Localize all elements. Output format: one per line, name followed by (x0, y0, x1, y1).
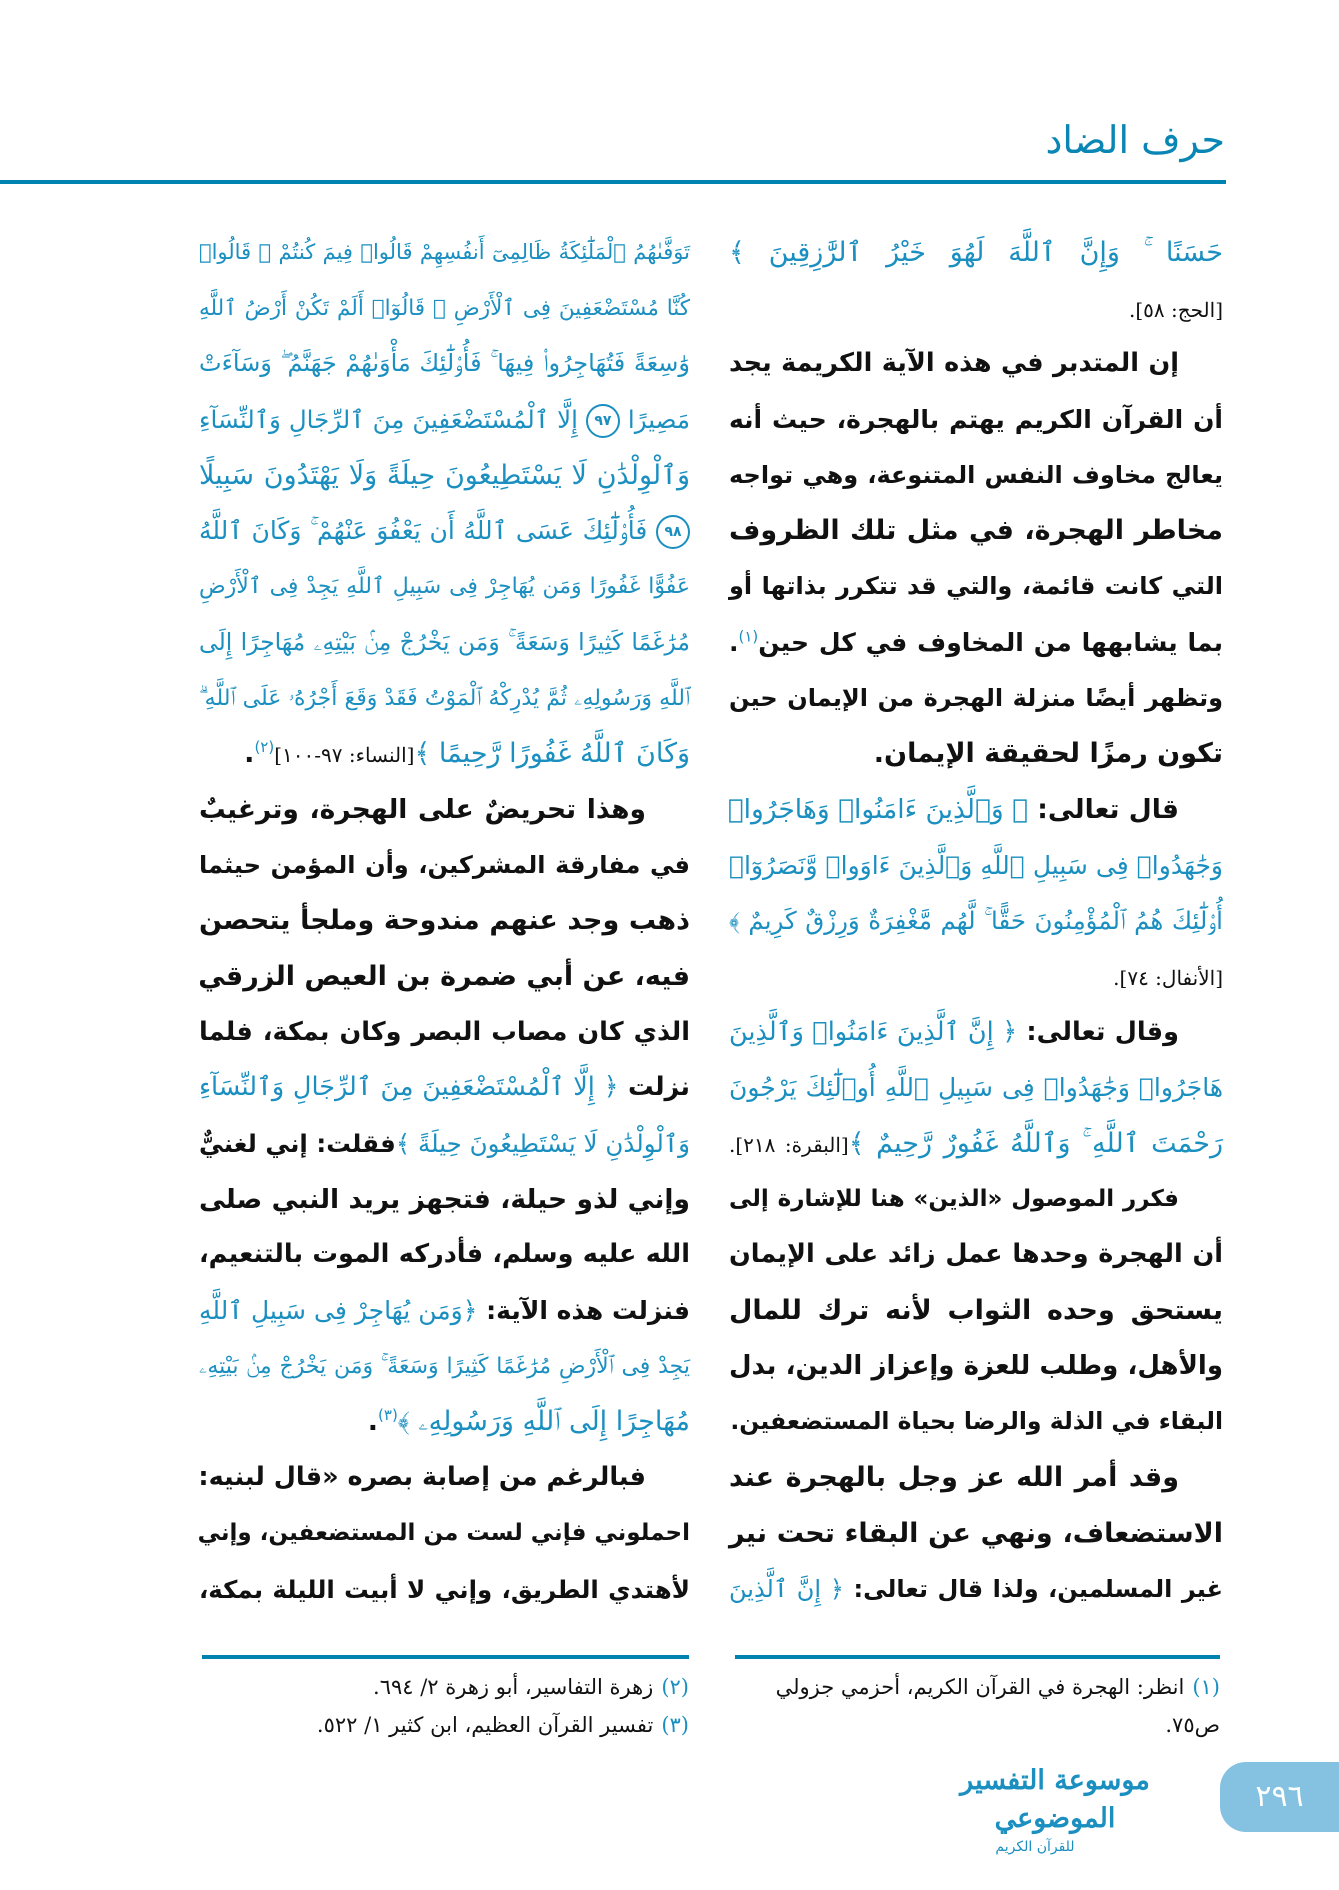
footnote-number: (٣) (661, 1713, 689, 1737)
footnote-text: انظر: الهجرة في القرآن الكريم، أحزمي جزولي ص٧٥. (775, 1675, 1220, 1737)
text-line (199, 1172, 690, 1228)
quran-verse: حَسَنًا ۚ وَإِنَّ ٱللَّهَ لَهُوَ خَيْرُ ٱلرَّٰزِقِينَ ﴾ (729, 237, 1223, 268)
text-line (729, 949, 1223, 1005)
text-line (729, 782, 1223, 838)
body-text: فيه، عن أبي ضمرة بن العيص الزرقي (198, 960, 690, 992)
logo-title: موسوعة التفسير الموضوعي (960, 1765, 1150, 1834)
text-line (199, 1506, 690, 1562)
quran-verse: وَٱلْوِلْدَٰنِ لَا يَسْتَطِيعُونَ حِيلَةً ﴾ (395, 1129, 690, 1158)
text-line (199, 1060, 690, 1116)
quran-verse: ﴿وَمَن يُهَاجِرْ فِى سَبِيلِ ٱللَّهِ (199, 1296, 478, 1326)
verse-number: ٩٨ (656, 515, 690, 549)
text-line (729, 392, 1223, 448)
body-text: قال تعالى: (1028, 793, 1179, 825)
text-line (199, 949, 690, 1005)
footnote-ref[interactable]: (١) (738, 627, 759, 646)
left-column (199, 225, 690, 1617)
quran-verse: عَفُوًّا غَفُورًا وَمَن يُهَاجِرْ فِى سَبِيلِ ٱللَّهِ يَجِدْ فِى ٱلْأَرْضِ (199, 574, 690, 600)
quran-verse: ﴿ إِلَّا ٱلْمُسْتَضْعَفِينَ مِنَ ٱلرِّجَالِ وَٱلنِّسَآءِ (199, 1072, 619, 1103)
quran-verse: تَوَفَّىٰهُمُ ٱلْمَلَٰٓئِكَةُ ظَالِمِىٓ أَنفُسِهِمْ قَالُوا۟ فِيمَ كُنتُمْ ۖ قَالُوا۟ (199, 240, 690, 264)
footnote-ref[interactable]: (٣) (378, 1406, 398, 1425)
body-text: يعالج مخاوف النفس المتنوعة، وهي تواجه (729, 460, 1223, 489)
body-text: أن القرآن الكريم يهتم بالهجرة، حيث أنه (729, 405, 1223, 435)
body-text: الله عليه وسلم، فأدركه الموت بالتنعيم، (199, 1239, 690, 1270)
chapter-title: حرف الضاد (1045, 118, 1225, 162)
body-text: لأهتدي الطريق، وإني لا أبيت الليلة بمكة، (199, 1574, 690, 1604)
body-text: نزلت (618, 1072, 690, 1103)
page-number: ٢٩٦ (1220, 1762, 1339, 1832)
body-text: مخاطر الهجرة، في مثل تلك الظروف (729, 515, 1223, 547)
quran-verse: ﴿ إِنَّ ٱلَّذِينَ ءَامَنُوا۟ وَٱلَّذِينَ (729, 1016, 1018, 1047)
body-text: . (244, 738, 255, 770)
body-text: . (367, 1406, 379, 1438)
footnote-divider-right (735, 1655, 1220, 1659)
body-text: فقلت: إني لغنيٌّ (199, 1129, 396, 1158)
quran-verse: كُنَّا مُسْتَضْعَفِينَ فِى ٱلْأَرْضِ ۚ قَالُوٓا۟ أَلَمْ تَكُنْ أَرْضُ ٱللَّهِ (199, 295, 690, 321)
quran-verse: وَكَانَ ٱللَّهُ غَفُورًا رَّحِيمًا ﴾ (414, 738, 690, 770)
text-line (729, 281, 1223, 337)
text-line (199, 448, 690, 504)
text-line (199, 336, 690, 392)
text-line (729, 559, 1223, 615)
body-text: وتظهر أيضًا منزلة الهجرة من الإيمان حين (729, 683, 1223, 712)
text-line (199, 615, 690, 671)
quran-verse: فَأُو۟لَٰٓئِكَ عَسَى ٱللَّهُ أَن يَعْفُوَ عَنْهُمْ ۚ وَكَانَ ٱللَّهُ (199, 516, 656, 546)
text-line (199, 503, 690, 559)
footnote-ref[interactable]: (٢) (254, 738, 275, 757)
footnote-divider-left (202, 1655, 689, 1659)
text-line (729, 838, 1223, 894)
quran-verse: ﴿ وَٱلَّذِينَ ءَامَنُوا۟ وَهَاجَرُوا۟ (727, 793, 1029, 825)
text-line (729, 1506, 1223, 1562)
quran-verse: مُرَٰغَمًا كَثِيرًا وَسَعَةً ۚ وَمَن يَخْرُجْ مِنۢ بَيْتِهِۦ مُهَاجِرًا إِلَى (199, 627, 690, 656)
text-line (729, 336, 1223, 392)
text-line (729, 1060, 1223, 1116)
footnote (730, 1668, 1220, 1744)
verse-citation: [الحج: ٥٨]. (1128, 297, 1223, 322)
text-line (199, 559, 690, 615)
quran-verse: وَجَٰهَدُوا۟ فِى سَبِيلِ ٱللَّهِ وَٱلَّذِينَ ءَاوَوا۟ وَّنَصَرُوٓا۟ (729, 850, 1223, 880)
body-text: فبالرغم من إصابة بصره «قال لبنيه: (198, 1462, 646, 1493)
footnote-number: (١) (1192, 1675, 1220, 1699)
text-line (199, 1116, 690, 1172)
body-text: فنزلت هذه الآية: (477, 1296, 690, 1326)
text-line (199, 893, 690, 949)
body-text: إن المتدبر في هذه الآية الكريمة يجد (729, 348, 1179, 379)
quran-verse: وَٱلْوِلْدَٰنِ لَا يَسْتَطِيعُونَ حِيلَةً وَلَا يَهْتَدُونَ سَبِيلًا (199, 459, 690, 491)
footnote (199, 1668, 689, 1706)
text-line (729, 1283, 1223, 1339)
text-line (729, 1227, 1223, 1283)
verse-citation: [النساء: ٩٧-١٠٠] (274, 743, 415, 768)
quran-verse: ٱللَّهِ وَرَسُولِهِۦ ثُمَّ يُدْرِكْهُ ٱلْمَوْتُ فَقَدْ وَقَعَ أَجْرُهُۥ عَلَى ٱللَّهِ ۗ (199, 685, 690, 711)
right-column (729, 225, 1223, 1617)
text-line (199, 838, 690, 894)
body-text: بما يشابهها من المخاوف في كل حين (758, 627, 1223, 657)
text-line (729, 1172, 1223, 1228)
footnote-number: (٢) (661, 1675, 689, 1699)
header-rule (0, 180, 1226, 184)
body-text: الاستضعاف، ونهي عن البقاء تحت نير (729, 1517, 1223, 1549)
text-line (199, 782, 690, 838)
text-line (199, 1283, 690, 1339)
text-line (199, 726, 690, 782)
footnote-text: تفسير القرآن العظيم، ابن كثير ١/ ٥٢٢. (316, 1713, 654, 1737)
text-line (199, 671, 690, 727)
quran-verse: مَصِيرًا (619, 405, 690, 435)
body-text: فكرر الموصول «الذين» هنا للإشارة إلى (729, 1185, 1179, 1212)
body-text: أن الهجرة وحدها عمل زائد على الإيمان (729, 1239, 1223, 1270)
text-line (729, 1339, 1223, 1395)
text-line (729, 225, 1223, 281)
body-text: التي كانت قائمة، والتي قد تتكرر بذاتها أو (729, 572, 1223, 601)
quran-verse: إِلَّا ٱلْمُسْتَضْعَفِينَ مِنَ ٱلرِّجَالِ وَٱلنِّسَآءِ (199, 405, 586, 435)
verse-number: ٩٧ (586, 404, 620, 438)
text-line (729, 615, 1223, 671)
text-line (729, 893, 1223, 949)
quran-verse: وَٰسِعَةً فَتُهَاجِرُوا۟ فِيهَا ۚ فَأُو۟لَٰٓئِكَ مَأْوَىٰهُمْ جَهَنَّمُ ۖ وَسَآءَتْ (199, 349, 690, 378)
text-line (199, 1227, 690, 1283)
quran-verse: رَحْمَتَ ٱللَّهِ ۚ وَٱللَّهُ غَفُورٌ رَّحِيمٌ ﴾ (848, 1128, 1224, 1159)
verse-citation: [البقرة: ٢١٨]. (729, 1133, 849, 1157)
body-text: وهذا تحريضٌ على الهجرة، وترغيبٌ (199, 793, 646, 825)
body-text: في مفارقة المشركين، وأن المؤمن حيثما (199, 850, 690, 879)
text-line (199, 1562, 690, 1618)
quran-verse: أُو۟لَٰٓئِكَ هُمُ ٱلْمُؤْمِنُونَ حَقًّا ۚ لَّهُم مَّغْفِرَةٌ وَرِزْقٌ كَرِيمٌ ﴾ (729, 906, 1223, 936)
text-line (729, 1005, 1223, 1061)
text-line (199, 1339, 690, 1395)
text-line (729, 671, 1223, 727)
body-text: الذي كان مصاب البصر وكان بمكة، فلما (199, 1016, 690, 1047)
body-text: وإني لذو حيلة، فتجهز يريد النبي صلى (199, 1183, 690, 1215)
text-line (199, 1005, 690, 1061)
body-text: والأهل، وطلب للعزة وإعزاز الدين، بدل (729, 1350, 1223, 1381)
quran-verse: ﴿ إِنَّ ٱلَّذِينَ (729, 1574, 844, 1603)
body-text: . (729, 627, 739, 657)
text-line (199, 1450, 690, 1506)
text-line (199, 1394, 690, 1450)
body-text: وقد أمر الله عز وجل بالهجرة عند (729, 1462, 1179, 1494)
text-line (729, 1116, 1223, 1172)
footnotes-left (199, 1668, 689, 1744)
quran-verse: هَاجَرُوا۟ وَجَٰهَدُوا۟ فِى سَبِيلِ ٱللَّهِ أُو۟لَٰٓئِكَ يَرْجُونَ (729, 1073, 1223, 1103)
text-line (729, 726, 1223, 782)
quran-verse: يَجِدْ فِى ٱلْأَرْضِ مُرَٰغَمًا كَثِيرًا وَسَعَةً ۚ وَمَن يَخْرُجْ مِنۢ بَيْتِهِۦ (199, 1353, 690, 1379)
text-line (729, 448, 1223, 504)
text-line (729, 503, 1223, 559)
body-text: يستحق وحده الثواب لأنه ترك للمال (729, 1295, 1223, 1327)
text-line (199, 225, 690, 281)
quran-verse: مُهَاجِرًا إِلَى ٱللَّهِ وَرَسُولِهِۦ ﴾ (397, 1406, 690, 1438)
footnotes-right (730, 1668, 1220, 1744)
text-line (199, 392, 690, 448)
body-text: البقاء في الذلة والرضا بحياة المستضعفين. (730, 1407, 1223, 1436)
verse-citation: [الأنفال: ٧٤]. (1113, 965, 1223, 990)
text-line (199, 281, 690, 337)
body-text: وقال تعالى: (1017, 1016, 1179, 1047)
text-line (729, 1562, 1223, 1618)
body-text: ذهب وجد عنهم مندوحة وملجأ يتحصن (199, 905, 690, 937)
footnote-text: زهرة التفاسير، أبو زهرة ٢/ ٦٩٤. (373, 1675, 654, 1699)
body-text: احملوني فإني لست من المستضعفين، وإني (197, 1519, 690, 1546)
body-text: تكون رمزًا لحقيقة الإيمان. (873, 738, 1223, 770)
footnote (199, 1706, 689, 1744)
text-line (729, 1394, 1223, 1450)
text-line (729, 1450, 1223, 1506)
encyclopedia-logo (930, 1762, 1180, 1856)
body-text: غير المسلمين، ولذا قال تعالى: (843, 1574, 1223, 1603)
logo-subtitle: للقرآن الكريم (995, 1839, 1075, 1855)
